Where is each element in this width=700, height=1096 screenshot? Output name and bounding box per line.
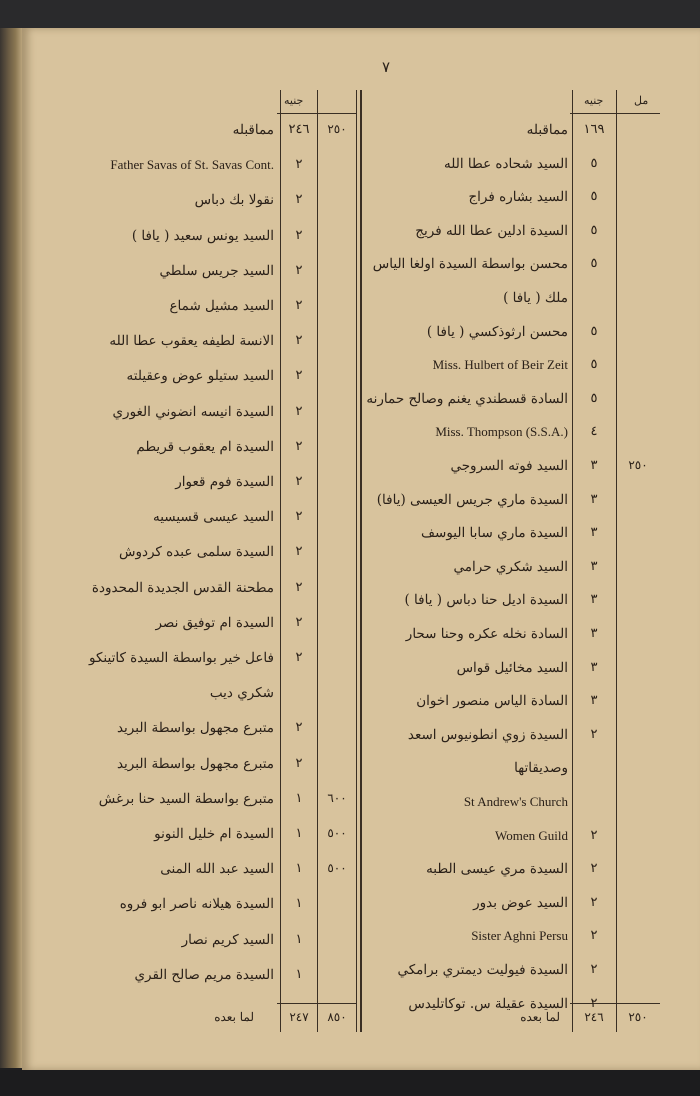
right-column-entry-pound: ٥ [590,390,598,406]
left-column-entry-text: السيدة ام خليل النونو [154,826,274,842]
right-column-entry-pound: ٥ [590,189,598,205]
right-column-entry-pound: ٣ [590,659,598,675]
right-column-entry-text: Women Guild [495,827,568,843]
right-column-entry-text: السيد مخائيل قواس [456,659,568,676]
right-column-entry-text: السيد شحاده عطا الله [444,155,568,172]
right-column-entry-text: السيدة ماري جريس العيسى (يافا) [376,491,568,508]
right-column-entry-text: السادة الياس منصور اخوان [416,693,568,710]
left-column-entry-text: مطحنة القدس الجديدة المحدودة [91,579,274,596]
right-column-entry-text: السيدة زوي انطونيوس اسعد [407,726,568,743]
left-column-entry-mil: ٥٠٠ [327,826,347,840]
left-column-entry-text: شكري ديب [209,685,274,702]
ledger-page [22,28,700,1070]
right-column-entry-text: السيد بشاره فراج [468,189,568,206]
right-column-entry-pound: ٣ [590,558,598,574]
right-column-entry-pound: ١٦٩ [583,122,605,137]
right-column-entry-text: ملك ( يافا ) [503,290,568,306]
left-column-entry-pound: ٢٤٦ [288,122,310,137]
right-column-entry-pound: ٢ [590,928,598,944]
left-column-entry-text: السيدة فوم قعوار [175,474,274,490]
left-column-entry-pound: ١ [295,966,303,982]
left-column-entry-pound: ١ [295,790,303,806]
left-column-entry-text: السيد عيسى قسيسيه [153,509,274,526]
left-footer-label: لما بعده [214,1010,254,1024]
left-column-entry-pound: ٢ [295,474,303,489]
left-column-entry-text: السيد كريم نصار [181,931,274,948]
left-column-entry-mil: ٦٠٠ [327,790,347,805]
right-column-entry-text: السيدة اديل حنا دباس ( يافا ) [404,592,568,609]
right-column-entry-pound: ٣ [590,491,598,507]
background-bottom [0,1070,700,1096]
right-column-entry-text: السيد فوته السروجي [450,458,568,474]
left-column-entry-text: السيد مشيل شماع [169,298,274,314]
left-column-entry-text: نقولا بك دباس [194,192,274,209]
right-footer-mil: ٢٥٠ [628,1010,648,1024]
left-column-entry-pound: ١ [295,896,303,912]
right-column-entry-text: Miss. Hulbert of Beir Zeit [432,357,568,373]
right-column-entry-text: Miss. Thompson (S.S.A.) [435,424,568,440]
right-column-entry-text: السادة نخله عكره وحنا سحار [405,626,568,642]
left-column-entry-text: متبرع مجهول بواسطة البريد [116,755,274,772]
left-pound-rule-left [280,90,281,1032]
right-column-entry-text: محسن ارثوذكسي ( يافا ) [426,323,568,340]
left-column-entry-pound: ٢ [295,227,303,243]
left-column-entry-pound: ٢ [295,579,303,595]
center-divider [360,90,362,1032]
left-column-entry-text: الانسة لطيفه يعقوب عطا الله [109,333,274,350]
left-column-entry-pound: ١ [295,826,303,841]
left-column-entry-text: فاعل خير بواسطة السيدة كاتينكو [89,650,274,666]
right-footer-label: لما بعده [520,1010,560,1024]
right-column-entry-pound: ٣ [590,626,598,641]
left-footer-mil: ٨٥٠ [327,1010,347,1024]
left-column-entry-mil: ٥٠٠ [327,861,347,876]
right-column-entry-text: السيدة ادلين عطا الله فريج [415,222,568,239]
right-column-entry-pound: ٢ [590,827,598,843]
left-column-entry-text: السيدة هيلانه ناصر ابو فروه [119,896,274,913]
left-header-pound: جنيه [284,94,304,107]
left-footer-rule [277,1003,357,1004]
left-column-entry-pound: ٢ [295,403,303,419]
right-header-rule [570,113,660,114]
left-column-entry-text: مماقبله [232,122,274,138]
right-column-entry-text: محسن بواسطة السيدة اولغا الياس [372,256,568,273]
right-column-entry-pound: ٢ [590,894,598,910]
left-column-entry-text: السيد عبد الله المنى [160,861,274,878]
page-number: ٧ [382,58,391,76]
left-column-entry-text: السيدة سلمى عبده كردوش [118,544,274,561]
right-pound-rule-left [572,90,573,1032]
left-column-entry-pound: ٢ [295,262,303,278]
right-column-entry-text: مماقبله [526,122,568,138]
right-column-entry-text: السيد عوض بدور [473,894,568,911]
left-column-entry-text: السيد جريس سلطي [159,262,274,279]
left-column-entry-pound: ٢ [295,509,303,525]
left-column-entry-text: السيدة ام يعقوب قريطم [136,438,274,455]
right-column-entry-pound: ٤ [590,424,598,440]
right-footer-pound: ٢٤٦ [584,1010,604,1024]
right-column-entry-pound: ٣ [590,525,598,541]
left-column-entry-pound: ٢ [295,720,303,736]
left-column-entry-pound: ٢ [295,614,303,630]
right-column-entry-pound: ٣ [590,458,598,473]
right-column-entry-pound: ٢ [590,861,598,877]
right-column-entry-text: السيد شكري حرامي [453,558,568,575]
right-column-entry-pound: ٢ [590,995,598,1011]
left-column-entry-pound: ٢ [295,650,303,665]
left-column-entry-pound: ٢ [295,298,303,313]
right-column-entry-pound: ٥ [590,256,598,272]
left-column-entry-pound: ٢ [295,192,303,208]
left-column-entry-text: السيد يونس سعيد ( يافا ) [131,227,274,244]
right-column-entry-pound: ٥ [590,357,598,373]
right-column-entry-text: السادة قسطندي يغنم وصالح حمارنه [366,390,568,407]
left-column-entry-mil: ٢٥٠ [327,122,347,136]
right-column-entry-pound: ٣ [590,693,598,709]
right-column-entry-text: وصديقاتها [514,760,568,777]
left-column-entry-pound: ٢ [295,755,303,771]
left-column-entry-pound: ٢ [295,438,303,454]
right-column-entry-pound: ٥ [590,155,598,171]
right-pound-rule-right [616,90,617,1032]
left-pound-rule-right [317,90,318,1032]
left-column-entry-text: السيد ستيلو عوض وعقيلته [126,368,274,385]
right-column-entry-text: السيدة ماري سابا اليوسف [421,525,568,542]
left-column-entry-text: السيدة ام توفيق نصر [155,614,274,631]
right-header-pound: جنيه [584,94,604,107]
left-column-entry-pound: ١ [295,931,303,947]
left-column-entry-text: السيدة انيسه انضوني الغوري [112,403,274,420]
right-column-entry-text: Sister Aghni Persu [471,928,568,944]
right-column-entry-mil: ٢٥٠ [628,458,648,472]
background-top [0,0,700,28]
left-column-entry-text: Father Savas of St. Savas Cont. [110,157,274,173]
book-page-edge [0,28,22,1068]
left-column-entry-text: متبرع مجهول بواسطة البريد [116,720,274,737]
left-footer-pound: ٢٤٧ [289,1010,309,1024]
left-mil-rule-right [356,90,357,1032]
left-column-entry-pound: ١ [295,861,303,877]
right-column-entry-pound: ٥ [590,323,598,339]
left-column-entry-pound: ٢ [295,544,303,560]
right-column-entry-pound: ٢ [590,962,598,977]
left-column-entry-text: السيدة مريم صالح القري [134,966,274,983]
left-column-entry-text: متبرع بواسطة السيد حنا برغش [98,790,274,807]
right-header-mil: مل [634,94,649,107]
right-column-entry-text: السيدة فيوليت ديمتري برامكي [397,962,568,978]
right-column-entry-text: St Andrew's Church [463,794,568,809]
left-column-entry-pound: ٢ [295,368,303,384]
right-column-entry-pound: ٥ [590,222,598,238]
right-column-entry-pound: ٢ [590,726,598,742]
right-column-entry-pound: ٣ [590,592,598,608]
right-column-entry-text: السيدة عقيلة س. توكاتليدس [408,995,568,1012]
right-column-entry-text: السيدة مري عيسى الطبه [426,861,568,878]
left-column-entry-pound: ٢ [295,157,303,173]
left-column-entry-pound: ٢ [295,333,303,349]
